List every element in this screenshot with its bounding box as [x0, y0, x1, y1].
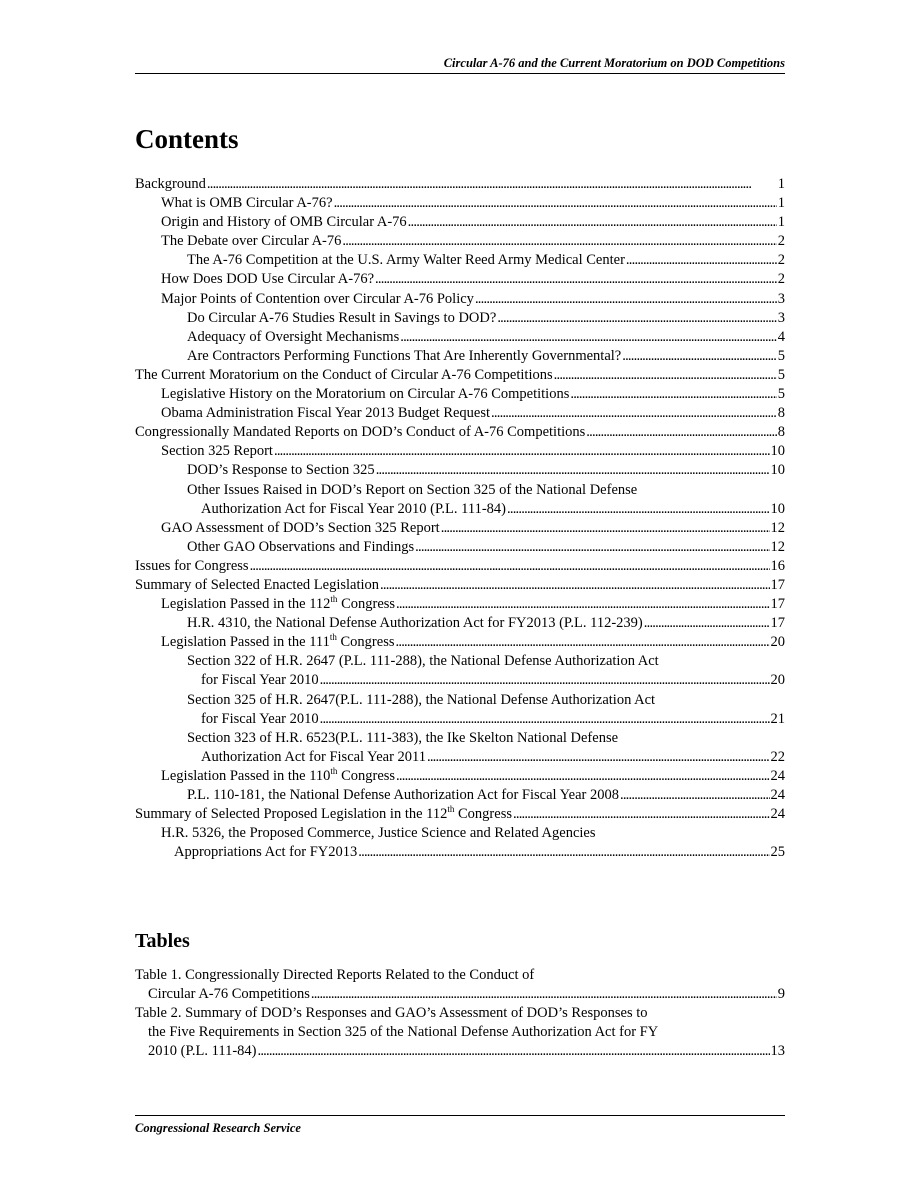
toc-entry-title: for Fiscal Year 2010 — [201, 710, 319, 727]
toc-entry[interactable] — [135, 442, 785, 461]
toc-entry-title: What is OMB Circular A-76? — [161, 195, 333, 212]
toc-entry[interactable] — [135, 614, 785, 633]
dot-leader — [274, 442, 770, 461]
tables-entry-title: Circular A-76 Competitions — [148, 986, 310, 1003]
toc-entry[interactable] — [135, 366, 785, 385]
toc-entry-title: Section 323 of H.R. 6523(P.L. 111-383), the Ike Skelton National Defense — [187, 729, 619, 746]
running-header: Circular A-76 and the Current Moratorium on DOD Competitions — [135, 56, 785, 74]
dot-leader — [342, 232, 776, 251]
toc-page-number: 22 — [770, 748, 785, 765]
toc-page-number: 1 — [777, 214, 785, 231]
toc-entry-title: Legislation Passed in the 110th Congress — [161, 766, 396, 784]
dot-leader — [497, 309, 776, 328]
toc-entry-title: Section 325 of H.R. 2647(P.L. 111-288), the National Defense Authorization Act — [187, 691, 656, 708]
toc-entry-title: Issues for Congress — [135, 557, 249, 574]
toc-page-number: 5 — [777, 366, 785, 383]
toc-entry-title: Congressionally Mandated Reports on DOD’s Conduct of A-76 Competitions — [135, 424, 586, 441]
toc-entry-title: Major Points of Contention over Circular A-76 Policy — [161, 290, 474, 307]
toc-page-number: 20 — [770, 634, 785, 651]
dot-leader — [513, 805, 770, 824]
toc-page-number: 5 — [777, 347, 785, 364]
dot-leader — [570, 385, 776, 404]
toc-entry[interactable] — [135, 404, 785, 423]
toc-entry-title: The A-76 Competition at the U.S. Army Walter Reed Army Medical Center — [187, 252, 625, 269]
tables-entry[interactable] — [135, 966, 785, 1004]
dot-leader — [380, 576, 769, 595]
toc-page-number: 10 — [770, 500, 785, 517]
dot-leader — [622, 347, 777, 366]
toc-entry[interactable] — [135, 270, 785, 289]
tables-page-number: 9 — [777, 986, 785, 1003]
toc-entry-title: for Fiscal Year 2010 — [201, 672, 319, 689]
dot-leader — [408, 213, 777, 232]
toc-page-number: 2 — [777, 252, 785, 269]
toc-page-number: 20 — [770, 672, 785, 689]
toc-page-number: 8 — [777, 405, 785, 422]
toc-page-number: 12 — [770, 538, 785, 555]
toc-entry[interactable] — [135, 557, 785, 576]
toc-page-number: 21 — [770, 710, 785, 727]
toc-entry[interactable] — [135, 633, 785, 652]
toc-entry[interactable] — [135, 538, 785, 557]
toc-entry-title: Other GAO Observations and Findings — [187, 538, 415, 555]
dot-leader — [491, 404, 777, 423]
toc-page-number: 5 — [777, 386, 785, 403]
dot-leader — [400, 328, 777, 347]
toc-entry-title: Authorization Act for Fiscal Year 2011 — [201, 748, 426, 765]
toc-entry[interactable] — [135, 251, 785, 270]
toc-page-number: 24 — [770, 787, 785, 803]
toc-entry-title: Section 322 of H.R. 2647 (P.L. 111-288), the National Defense Authorization Act — [187, 653, 659, 670]
tables-entry-title: the Five Requirements in Section 325 of the National Defense Authorization Act for FY — [148, 1024, 659, 1041]
toc-entry[interactable] — [135, 461, 785, 480]
dot-leader — [257, 1042, 769, 1061]
toc-page-number: 24 — [770, 767, 785, 784]
toc-entry[interactable] — [135, 309, 785, 328]
dot-leader — [507, 500, 770, 519]
dot-leader — [250, 557, 770, 576]
toc-entry-title: Obama Administration Fiscal Year 2013 Budget Request — [161, 405, 491, 422]
toc-entry-title: Origin and History of OMB Circular A-76 — [161, 214, 407, 231]
toc-entry-title: Summary of Selected Enacted Legislation — [135, 576, 380, 593]
contents-title: Contents — [135, 124, 239, 154]
toc-page-number: 3 — [777, 309, 785, 326]
list-of-tables — [135, 966, 785, 1061]
dot-leader — [334, 194, 777, 213]
toc-page-number: 12 — [770, 519, 785, 536]
toc-entry[interactable] — [135, 767, 785, 786]
dot-leader — [626, 251, 777, 270]
toc-entry[interactable] — [135, 729, 785, 767]
dot-leader — [427, 748, 770, 767]
toc-page-number: 16 — [770, 557, 785, 574]
toc-entry[interactable] — [135, 481, 785, 519]
toc-page-number: 4 — [777, 328, 785, 345]
dot-leader — [415, 538, 769, 557]
toc-entry-title: Authorization Act for Fiscal Year 2010 (P.L. 111-84) — [201, 500, 506, 517]
dot-leader — [320, 671, 770, 690]
tables-entry-title: 2010 (P.L. 111-84) — [148, 1043, 257, 1060]
tables-title: Tables — [135, 930, 190, 952]
toc-entry[interactable] — [135, 328, 785, 347]
toc-entry-title: Do Circular A-76 Studies Result in Savings to DOD? — [187, 309, 497, 326]
toc-entry-title: How Does DOD Use Circular A-76? — [161, 271, 375, 288]
toc-entry-title: Summary of Selected Proposed Legislation in the 112th Congress — [135, 804, 512, 823]
toc-entry[interactable] — [135, 786, 785, 805]
dot-leader — [396, 633, 770, 652]
toc-entry[interactable] — [135, 595, 785, 614]
toc-page-number: 10 — [770, 443, 785, 460]
toc-page-number: 17 — [770, 615, 785, 632]
toc-entry-title: Background — [135, 176, 206, 192]
toc-entry-title: The Debate over Circular A-76 — [161, 233, 342, 250]
dot-leader — [620, 786, 770, 805]
toc-entry-title: Are Contractors Performing Functions That Are Inherently Governmental? — [187, 347, 622, 364]
toc-entry[interactable] — [135, 652, 785, 690]
toc-page-number: 1 — [777, 195, 785, 212]
tables-entry[interactable] — [135, 1004, 785, 1061]
toc-entry-title: Section 325 Report — [161, 443, 273, 460]
toc-entry-title: Other Issues Raised in DOD’s Report on Section 325 of the National Defense — [187, 481, 638, 498]
toc-entry[interactable] — [135, 423, 785, 442]
toc-entry-title: Appropriations Act for FY2013 — [174, 844, 358, 861]
toc-page-number: 2 — [777, 233, 785, 250]
toc-entry[interactable] — [135, 175, 785, 194]
toc-entry-title: The Current Moratorium on the Conduct of Circular A-76 Competitions — [135, 366, 553, 383]
toc-entry-title: GAO Assessment of DOD’s Section 325 Report — [161, 519, 440, 536]
toc-entry[interactable] — [135, 824, 785, 862]
toc-entry[interactable] — [135, 213, 785, 232]
toc-entry-title: H.R. 5326, the Proposed Commerce, Justice Science and Related Agencies — [161, 825, 596, 842]
toc-page-number: 17 — [770, 576, 785, 593]
tables-entry-title: Table 2. Summary of DOD’s Responses and GAO’s Assessment of DOD’s Responses to — [135, 1005, 648, 1022]
dot-leader — [207, 175, 777, 194]
toc-entry[interactable] — [135, 232, 785, 251]
toc-entry[interactable] — [135, 290, 785, 309]
dot-leader — [396, 595, 769, 614]
toc-entry[interactable] — [135, 385, 785, 404]
table-of-contents — [135, 175, 785, 862]
toc-entry-title: Legislation Passed in the 112th Congress — [161, 594, 396, 613]
toc-page-number: 8 — [777, 424, 785, 441]
dot-leader — [376, 461, 770, 480]
toc-page-number: 10 — [770, 462, 785, 479]
toc-entry-title: P.L. 110-181, the National Defense Authorization Act for Fiscal Year 2008 — [187, 787, 619, 803]
dot-leader — [396, 767, 769, 786]
toc-entry-title: Adequacy of Oversight Mechanisms — [187, 328, 400, 345]
toc-entry[interactable] — [135, 691, 785, 729]
dot-leader — [375, 270, 777, 289]
toc-entry-title: Legislative History on the Moratorium on Circular A-76 Competitions — [161, 386, 570, 403]
toc-entry[interactable] — [135, 347, 785, 366]
dot-leader — [554, 366, 777, 385]
toc-page-number: 24 — [770, 806, 785, 823]
toc-entry-title: Legislation Passed in the 111th Congress — [161, 632, 395, 651]
dot-leader — [358, 843, 769, 862]
dot-leader — [311, 985, 777, 1004]
toc-entry-title: H.R. 4310, the National Defense Authorization Act for FY2013 (P.L. 112-239) — [187, 615, 643, 632]
dot-leader — [475, 290, 777, 309]
footer: Congressional Research Service — [135, 1115, 785, 1136]
toc-page-number: 2 — [777, 271, 785, 288]
dot-leader — [586, 423, 776, 442]
dot-leader — [320, 710, 770, 729]
toc-entry[interactable] — [135, 805, 785, 824]
tables-page-number: 13 — [770, 1043, 785, 1060]
toc-page-number: 25 — [770, 844, 785, 861]
dot-leader — [644, 614, 770, 633]
toc-entry[interactable] — [135, 519, 785, 538]
dot-leader — [441, 519, 770, 538]
toc-page-number: 1 — [777, 176, 785, 192]
toc-page-number: 3 — [777, 290, 785, 307]
toc-entry-title: DOD’s Response to Section 325 — [187, 462, 375, 479]
toc-entry[interactable] — [135, 194, 785, 213]
toc-page-number: 17 — [770, 596, 785, 613]
tables-entry-title: Table 1. Congressionally Directed Reports Related to the Conduct of — [135, 967, 535, 983]
toc-entry[interactable] — [135, 576, 785, 595]
